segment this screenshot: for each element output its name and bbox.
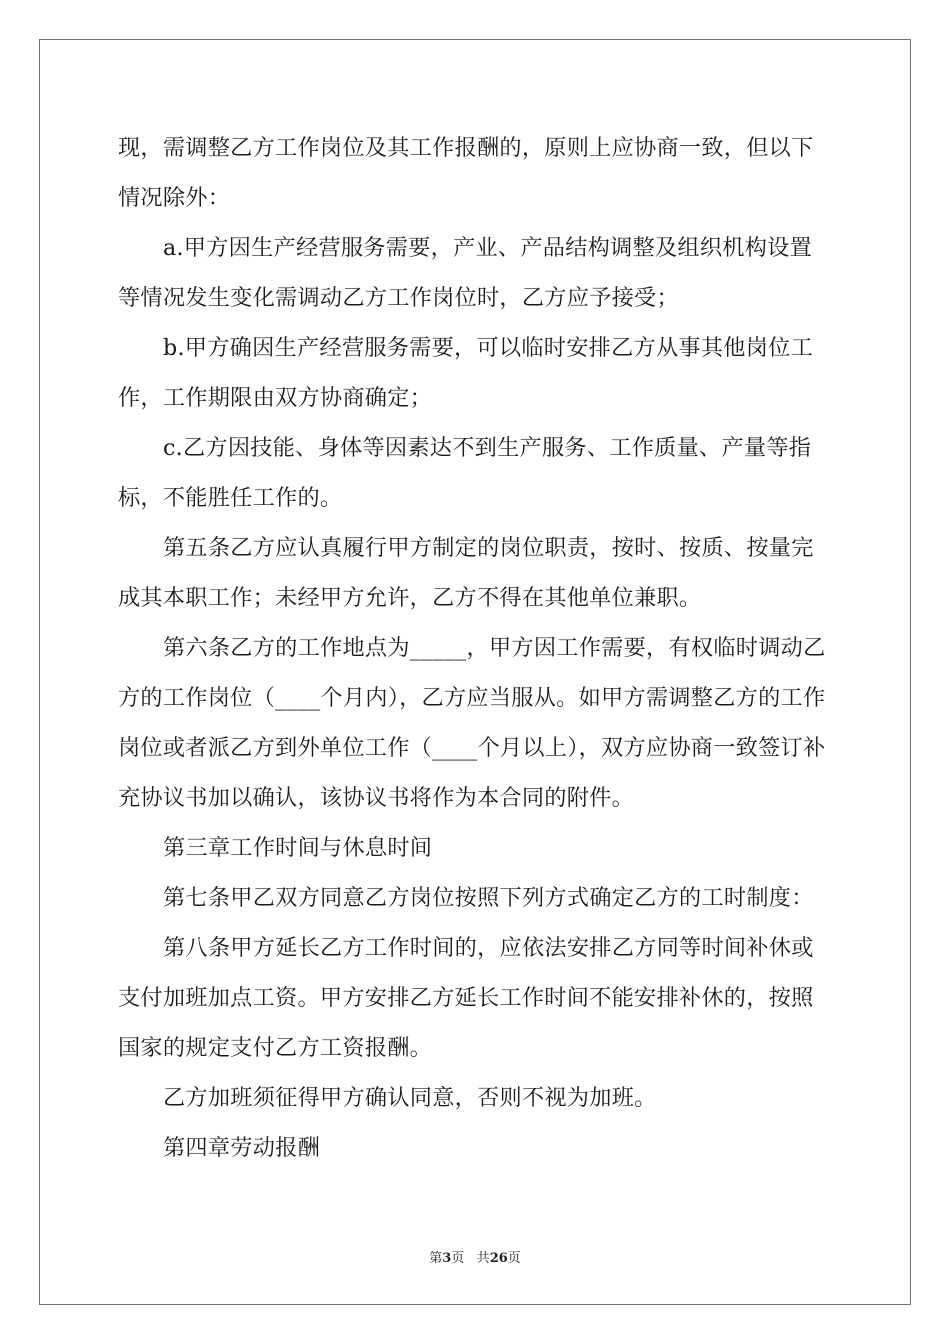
paragraph-4: c.乙方因技能、身体等因素达不到生产服务、工作质量、产量等指标，不能胜任工作的。 [118, 435, 812, 511]
footer-page-number: 3 [442, 1251, 452, 1266]
paragraph-5: 第五条乙方应认真履行甲方制定的岗位职责，按时、按质、按量完成其本职工作；未经甲方允许，乙方不得在其他单位兼职。 [118, 535, 814, 611]
chapter-heading-4: 第四章劳动报酬 [163, 1135, 321, 1161]
paragraph-6: 第六条乙方的工作地点为_____，甲方因工作需要，有权临时调动乙方的工作岗位（____个月内），乙方应当服从。如甲方需调整乙方的工作岗位或者派乙方到外单位工作（____个月以上），双方应协商一致签订补充协议书加以确认，该协议书将作为本合同的附件。 [118, 635, 826, 811]
paragraph-2: a.甲方因生产经营服务需要，产业、产品结构调整及组织机构设置等情况发生变化需调动乙方工作岗位时，乙方应予接受； [118, 235, 813, 311]
page-footer [0, 1247, 950, 1266]
document-body [118, 123, 834, 1173]
footer-page-prefix: 第 [429, 1251, 443, 1266]
paragraph-10: 乙方加班须征得甲方确认同意，否则不视为加班。 [163, 1085, 657, 1111]
footer-total-suffix: 页 [507, 1251, 521, 1266]
paragraph-1: 现，需调整乙方工作岗位及其工作报酬的，原则上应协商一致，但以下情况除外： [118, 135, 814, 211]
footer-total-prefix: 共 [476, 1251, 490, 1266]
footer-page-suffix: 页 [451, 1251, 465, 1266]
chapter-heading-3: 第三章工作时间与休息时间 [163, 835, 433, 861]
footer-total-pages: 26 [489, 1251, 508, 1266]
paragraph-9: 第八条甲方延长乙方工作时间的，应依法安排乙方同等时间补休或支付加班加点工资。甲方安排乙方延长工作时间不能安排补休的，按照国家的规定支付乙方工资报酬。 [118, 935, 814, 1061]
paragraph-8: 第七条甲乙双方同意乙方岗位按照下列方式确定乙方的工时制度： [163, 885, 814, 911]
paragraph-3: b.甲方确因生产经营服务需要，可以临时安排乙方从事其他岗位工作，工作期限由双方协商确定； [118, 335, 814, 411]
